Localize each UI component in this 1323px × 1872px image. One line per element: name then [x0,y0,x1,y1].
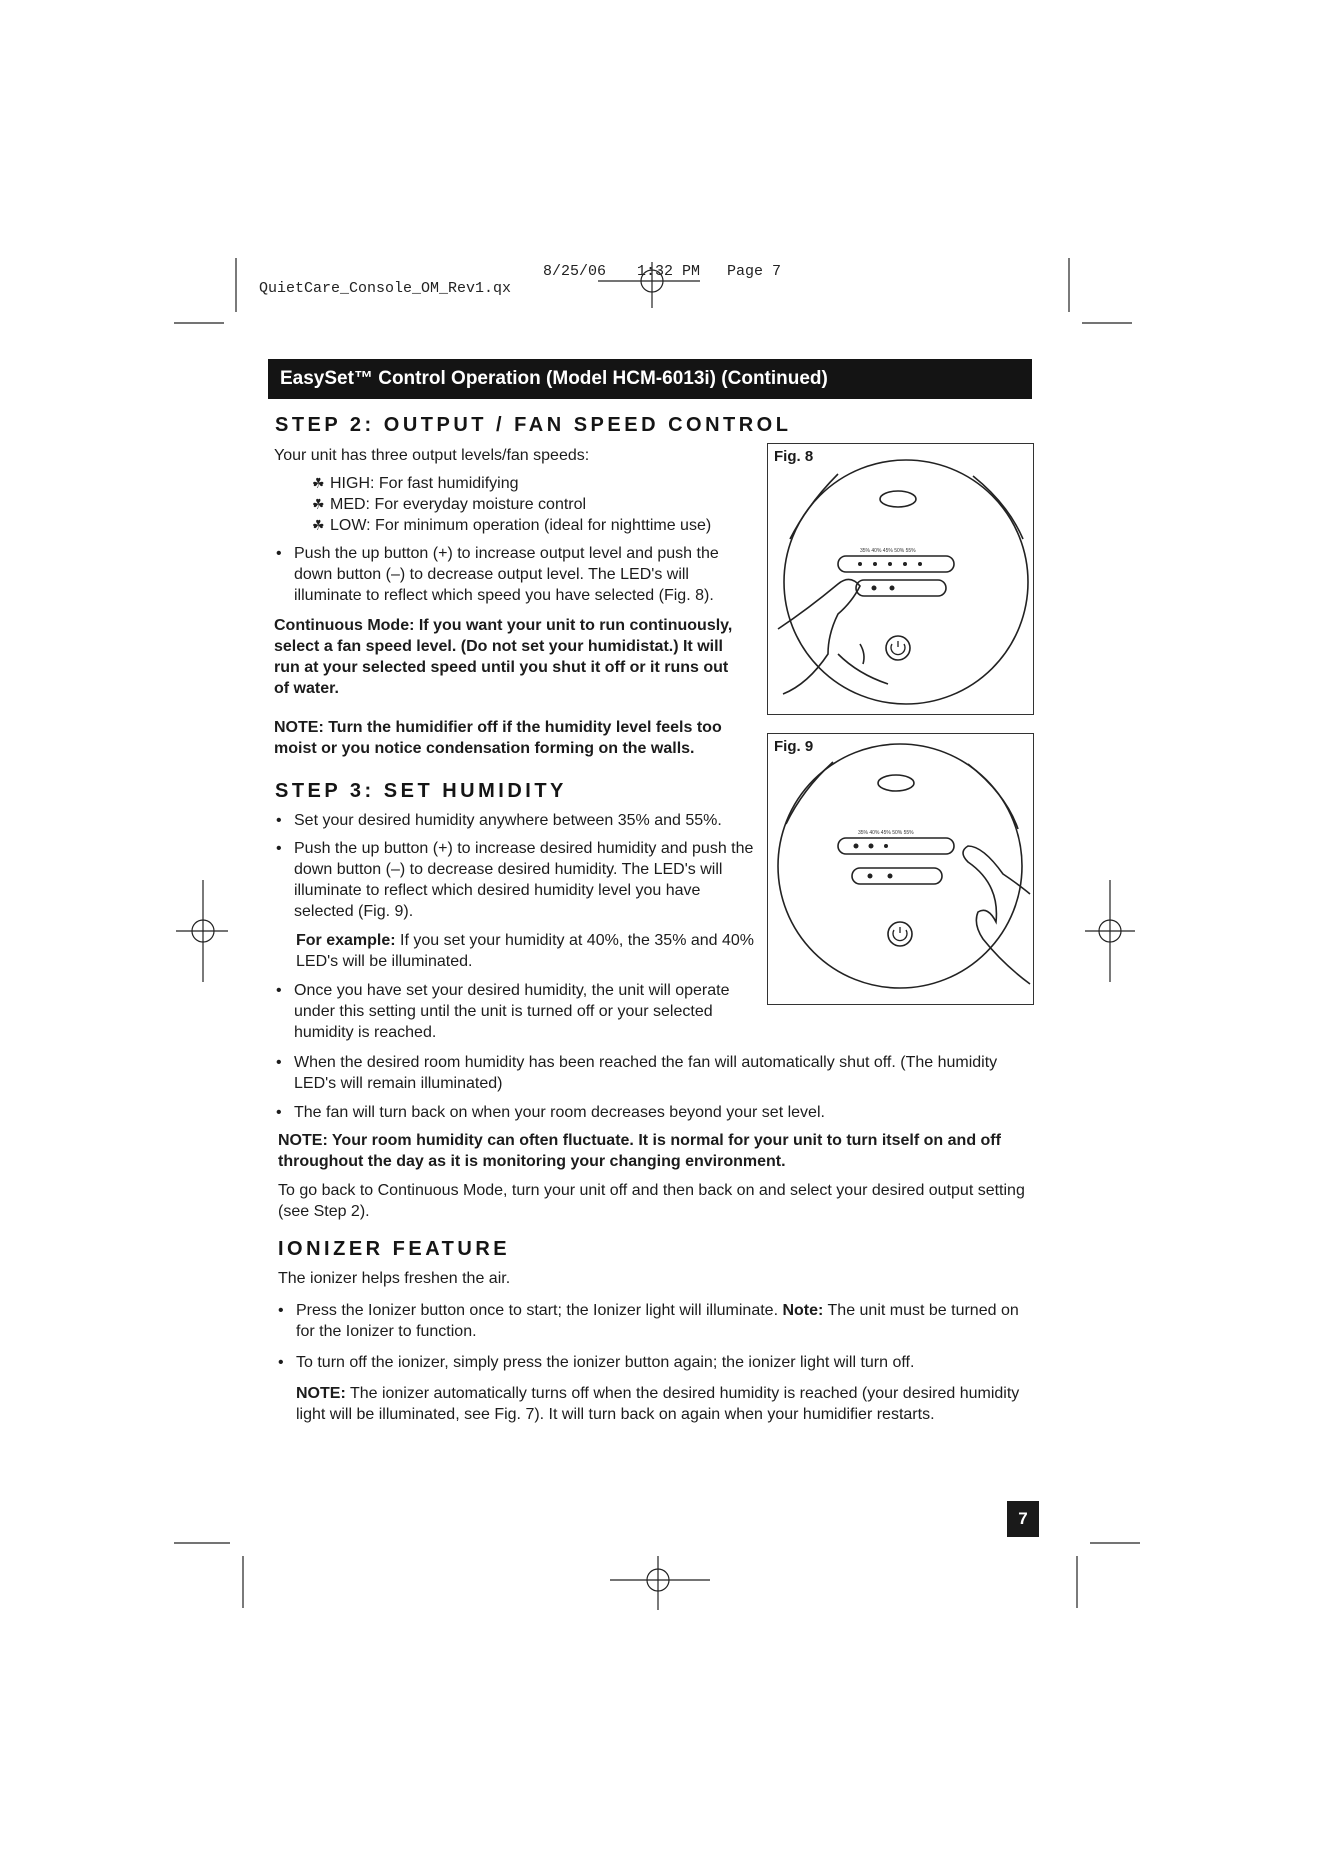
fan-med-icon: ☘ [312,496,325,512]
fan-level-high-label: HIGH: For fast humidifying [330,475,519,492]
example-line2: LED's will be illuminated. [296,953,473,970]
fan-level-med [312,494,586,515]
continuous-line: run at your selected speed until you shut it off or it runs out [274,659,729,676]
step3-bullet-4 [294,1052,997,1094]
fan-level-low [312,515,711,536]
example-paragraph [296,930,754,972]
ionizer-b1-text: Press the Ionizer button once to start; the Ionizer light will illuminate. [296,1302,779,1319]
slug-page: Page 7 [727,263,782,280]
step3-heading: STEP 3: SET HUMIDITY [275,780,567,802]
step2-intro: Your unit has three output levels/fan speeds: [274,447,590,464]
step2-heading: STEP 2: OUTPUT / FAN SPEED CONTROL [275,414,792,436]
step2-bullet-line: down button (–) to decrease output level. The LED's will [294,566,689,583]
example-text: If you set your humidity at 40%, the 35% and 40% [395,932,755,949]
continuous-mode-paragraph [274,615,732,699]
continuous-return-paragraph [278,1180,1025,1222]
fan-level-med-label: MED: For everyday moisture control [330,496,587,513]
fig8-humidity-scale: 35% 40% 45% 50% 55% [860,548,916,554]
continuous-line: Continuous Mode: If you want your unit to run continuously, [274,617,733,634]
step3-bullet-1: • Set your desired humidity anywhere between 35% and 55%. [294,810,722,831]
fig9-humidity-scale: 35% 40% 45% 50% 55% [858,830,914,836]
fig8-control-panel-illustration [768,444,1033,714]
slug-date: 8/25/06 [543,263,607,280]
step3-b3-line: • Once you have set your desired humidity, the unit will operate [294,982,730,999]
ionizer-note-text: The ionizer automatically turns off when the desired humidity is reached (your desired humidity [345,1385,1020,1402]
ionizer-b1-rest: The unit must be turned on [823,1302,1019,1319]
ionizer-bullet-1 [296,1300,1019,1342]
fan-high-icon: ☘ [312,475,325,491]
page-number: 7 [1007,1501,1039,1537]
ionizer-note-line2: light will be illuminated, see Fig. 7). It will turn back on again when your humidifier restarts. [296,1406,935,1423]
step3-bullet-5: • The fan will turn back on when your room decreases beyond your set level. [294,1102,825,1123]
section-banner: EasySet™ Control Operation (Model HCM-6013i) (Continued) [268,359,1032,399]
step2-note [274,717,722,759]
slug-file: QuietCare_Console_OM_Rev1.qx [259,280,512,297]
figure-9 [767,733,1034,1005]
step3-b2-line: • Push the up button (+) to increase desired humidity and push the [294,840,754,857]
step3-b2-line: down button (–) to decrease desired humidity. The LED's will [294,861,723,878]
step3-note [278,1130,1001,1172]
figure-8 [767,443,1034,715]
ionizer-note [296,1383,1019,1425]
slug-time: 1:32 PM [637,263,701,280]
step3-note-line: throughout the day as it is monitoring your changing environment. [278,1153,786,1170]
continuous-return-line: To go back to Continuous Mode, turn your unit off and then back on and select your desired output setting [278,1182,1025,1199]
fan-level-high [312,473,519,494]
fig9-control-panel-illustration [768,734,1033,1004]
continuous-line: of water. [274,680,339,697]
step3-b3-line: humidity is reached. [294,1024,437,1041]
step3-b3-line: under this setting until the unit is turned off or your selected [294,1003,713,1020]
step2-bullet-line: illuminate to reflect which speed you have selected (Fig. 8). [294,587,714,604]
step2-note-line: moist or you notice condensation forming on the walls. [274,740,695,757]
ionizer-bullet-2: • To turn off the ionizer, simply press the ionizer button again; the ionizer light will turn off. [296,1352,914,1373]
fig9-label: Fig. 9 [774,738,814,755]
ionizer-intro: The ionizer helps freshen the air. [278,1270,511,1287]
ionizer-heading: IONIZER FEATURE [278,1238,511,1260]
ionizer-b1-line2: for the Ionizer to function. [296,1323,477,1340]
ionizer-note-label: NOTE: [296,1385,346,1402]
step2-bullet [294,543,719,606]
step3-note-line: NOTE: Your room humidity can often fluctuate. It is normal for your unit to turn itself on and off [278,1132,1001,1149]
example-label: For example: [296,932,396,949]
step3-b2-line: illuminate to reflect which desired humidity level you have [294,882,701,899]
step2-bullet-line: • Push the up button (+) to increase output level and push the [294,545,719,562]
print-slug [241,263,511,297]
step3-b4-line: LED's will remain illuminated) [294,1075,503,1092]
step3-bullet-3 [294,980,730,1043]
continuous-return-line: (see Step 2). [278,1203,370,1220]
fan-low-icon: ☘ [312,517,325,533]
fan-level-low-label: LOW: For minimum operation (ideal for nighttime use) [330,517,712,534]
ionizer-b1-note: Note: [782,1302,824,1319]
continuous-line: select a fan speed level. (Do not set your humidistat.) It will [274,638,723,655]
step3-b2-line: selected (Fig. 9). [294,903,414,920]
step2-note-line: NOTE: Turn the humidifier off if the humidity level feels too [274,719,722,736]
step3-b4-line: • When the desired room humidity has been reached the fan will automatically shut off. (The humidity [294,1054,998,1071]
fig8-label: Fig. 8 [774,448,814,465]
step3-bullet-2 [294,838,753,922]
